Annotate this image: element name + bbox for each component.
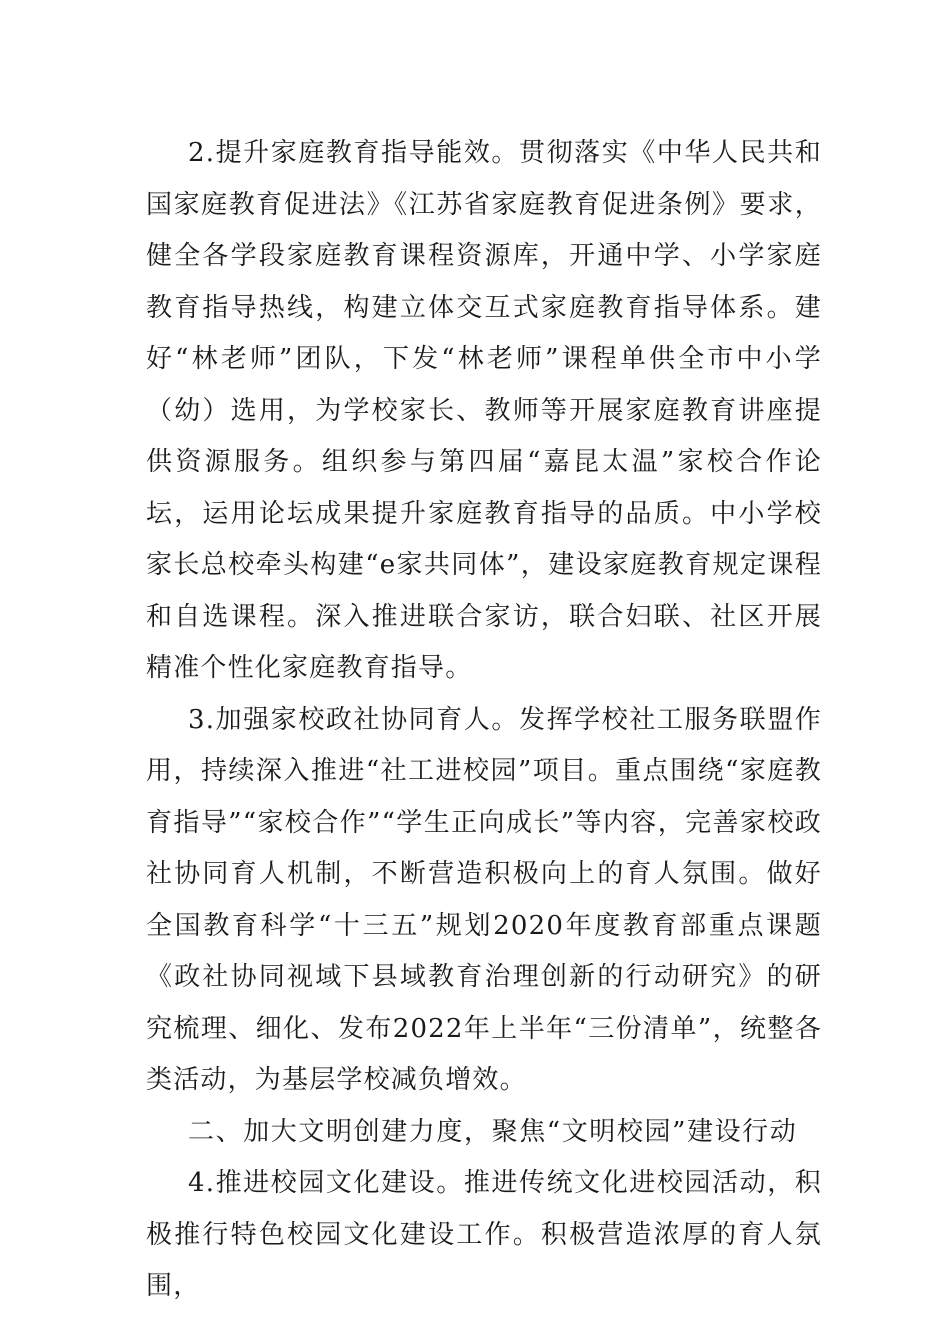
paragraph-home-school-collaboration: 3.加强家校政社协同育人。发挥学校社工服务联盟作用，持续深入推进“社工进校园”项目。重点围绕“家庭教育指导”“家校合作”“学生正向成长”等内容，完善家校政社协同育人机制，不断营造积极向上的育人氛围。做好全国教育科学“十三五”规划2020年度教育部重点课题《政社协同视域下县域教育治理创新的行动研究》的研究梳理、细化、发布2022年上半年“三份清单”，统整各类活动，为基层学校减负增效。	[146, 704, 822, 1095]
document-body	[146, 128, 822, 1313]
paragraph-campus-culture: 4.推进校园文化建设。推进传统文化进校园活动，积极推行特色校园文化建设工作。积极营造浓厚的育人氛围，	[146, 1168, 822, 1301]
paragraph-family-education-guidance: 2.提升家庭教育指导能效。贯彻落实《中华人民共和国家庭教育促进法》《江苏省家庭教育促进条例》要求，健全各学段家庭教育课程资源库，开通中学、小学家庭教育指导热线，构建立体交互式家庭教育指导体系。建好“林老师”团队，下发“林老师”课程单供全市中小学（幼）选用，为学校家长、教师等开展家庭教育讲座提供资源服务。组织参与第四届“嘉昆太温”家校合作论坛，运用论坛成果提升家庭教育指导的品质。中小学校家长总校牵头构建“e家共同体”，建设家庭教育规定课程和自选课程。深入推进联合家访，联合妇联、社区开展精准个性化家庭教育指导。	[146, 138, 822, 683]
section-heading-civilized-campus: 二、加大文明创建力度，聚焦“文明校园”建设行动	[188, 1116, 798, 1147]
